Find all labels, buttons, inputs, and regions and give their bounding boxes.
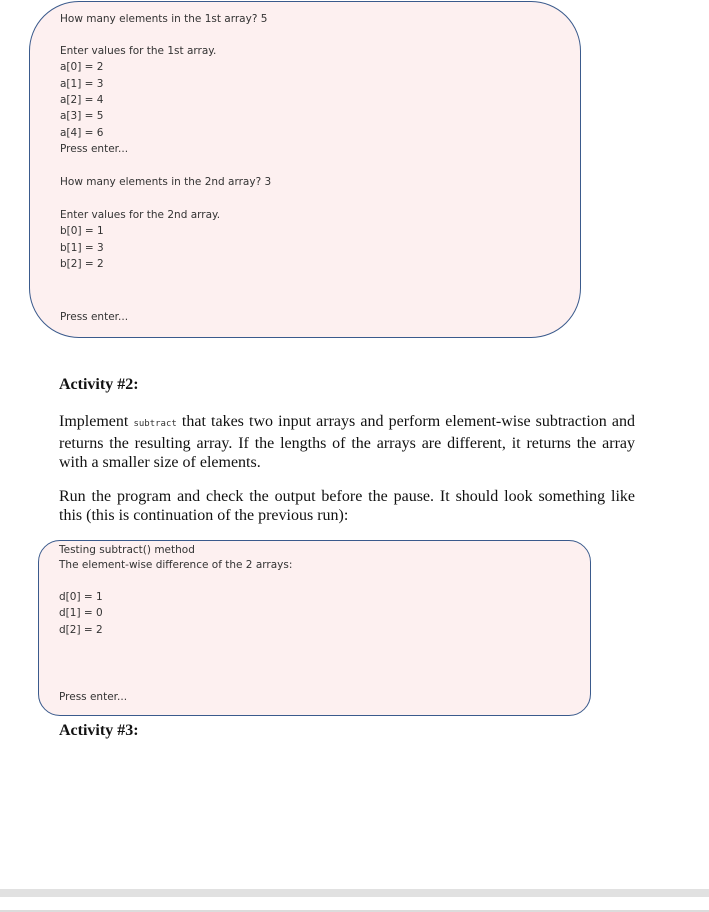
activity-2-description xyxy=(59,412,635,472)
console-line: How many elements in the 2nd array? 3 xyxy=(60,176,272,188)
console-line: Testing subtract() method xyxy=(59,544,195,556)
console-output-box-2 xyxy=(38,540,591,716)
code-subtract: subtract xyxy=(133,419,177,429)
console-line: d[1] = 0 xyxy=(59,607,103,619)
console-line: a[1] = 3 xyxy=(60,78,104,90)
activity-2-instructions: Run the program and check the output before the pause. It should look something like this (this is continuation of the previous run): xyxy=(59,488,635,524)
console-line: d[2] = 2 xyxy=(59,624,103,636)
activity-3-heading: Activity #3: xyxy=(59,722,139,739)
console-line: b[1] = 3 xyxy=(60,242,104,254)
console-line: The element-wise difference of the 2 arrays: xyxy=(59,559,293,571)
para-text: that takes two input arrays and perform element-wise subtraction and returns the resulting array. If the lengths of the arrays are different, it returns the array with a smaller size of elements. xyxy=(59,413,636,471)
console-line: a[2] = 4 xyxy=(60,94,104,106)
console-line: d[0] = 1 xyxy=(59,591,103,603)
console-line: Enter values for the 2nd array. xyxy=(60,209,221,221)
console-line: Enter values for the 1st array. xyxy=(60,45,217,57)
console-output-box-1 xyxy=(29,1,581,338)
activity-2-heading: Activity #2: xyxy=(59,376,139,393)
horizontal-scrollbar[interactable] xyxy=(0,889,709,897)
console-line: Press enter... xyxy=(60,143,129,155)
console-line: Press enter... xyxy=(59,691,128,703)
console-line: a[3] = 5 xyxy=(60,110,104,122)
console-line: b[2] = 2 xyxy=(60,258,104,270)
console-line: b[0] = 1 xyxy=(60,225,104,237)
para-text: Implement xyxy=(59,413,134,430)
console-line: a[0] = 2 xyxy=(60,61,104,73)
console-line: Press enter... xyxy=(60,311,129,323)
console-line: a[4] = 6 xyxy=(60,127,104,139)
console-line: How many elements in the 1st array? 5 xyxy=(60,13,268,25)
